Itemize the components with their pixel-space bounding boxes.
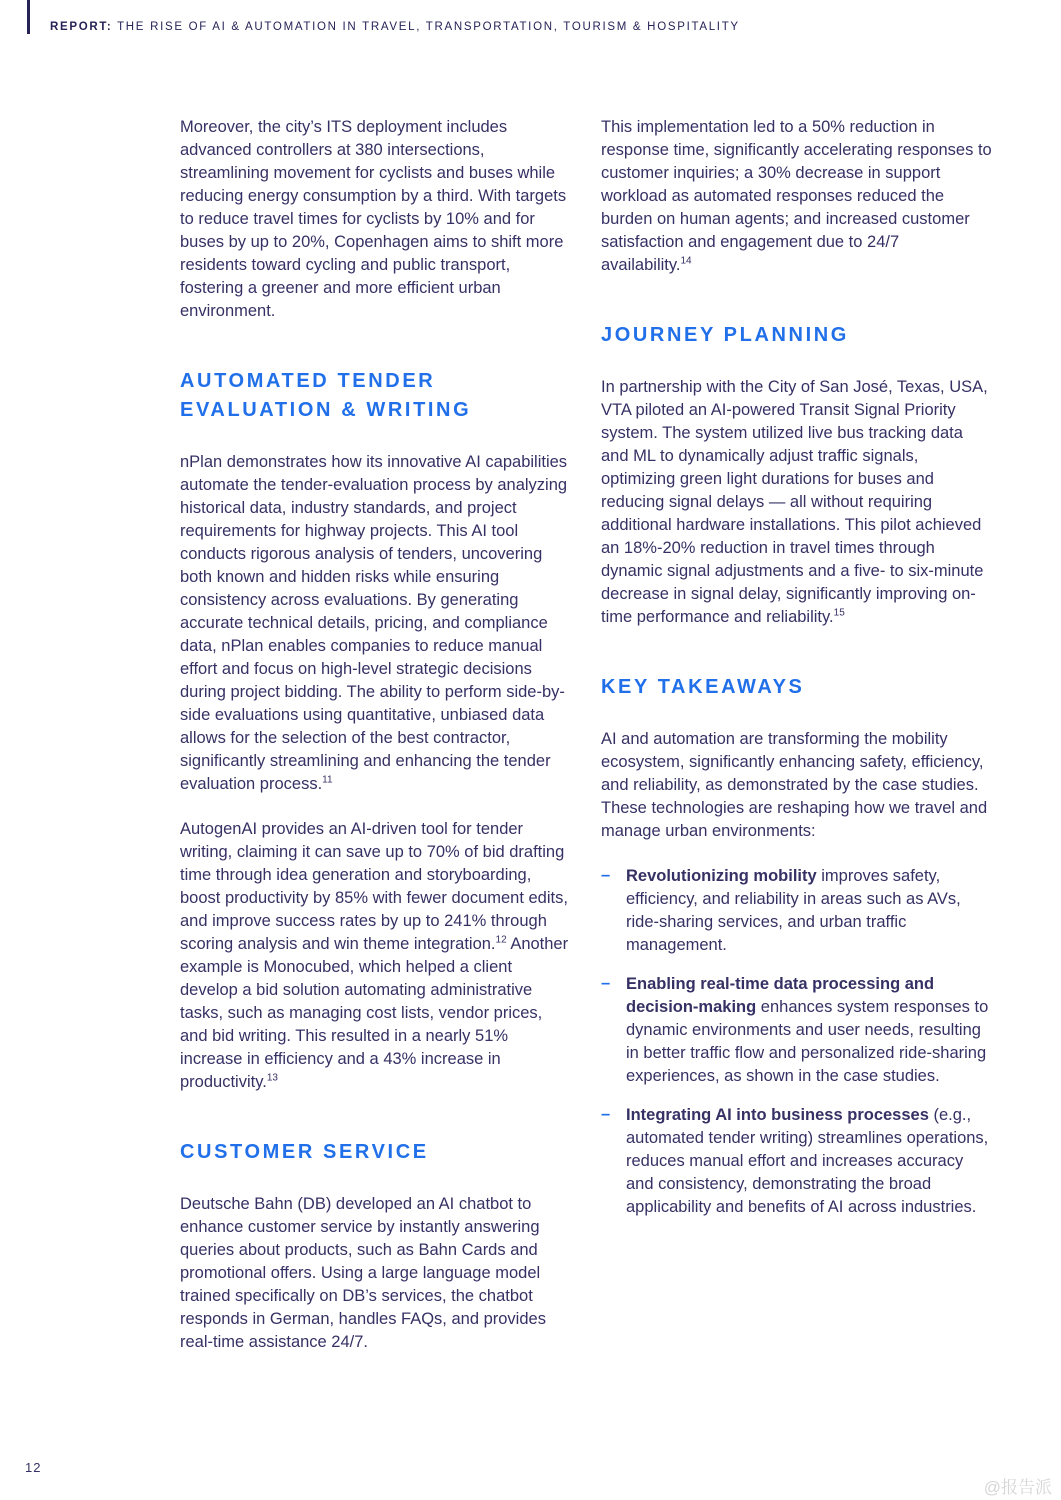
footnote-ref: 13 <box>266 1072 278 1084</box>
text-run: Moreover, the city’s ITS deployment includes advanced controllers at 380 intersections, streamlining movement for cyclists and buses while reducing energy consumption by a third. With targets to reduce travel times for cyclists by 10% and for buses by up to 20%, Copenhagen aims to shift more residents toward cycling and public transport, fostering a greener and more efficient urban environment. <box>180 118 567 320</box>
text-run: (e.g., automated tender writing) streamlines operations, reduces manual effort and increases accuracy and consistency, demonstrating the broad applicability and benefits of AI across industries. <box>626 1106 989 1216</box>
text-run: nPlan demonstrates how its innovative AI capabilities automate the tender-evaluation process by analyzing historical data, industry standards, and project requirements for highway projects. This AI tool conducts rigorous analysis of tenders, uncovering both known and hidden risks while ensuring consistency across evaluations. By generating accurate technical details, pricing, and compliance data, nPlan enables companies to reduce manual effort and focus on high-level strategic decisions during project bidding. The ability to perform side-by-side evaluations using quantitative, unbiased data allows for the selection of the best contractor, significantly streamlining and enhancing the tender evaluation process. <box>180 453 568 793</box>
bullet-dash-icon: – <box>601 1105 611 1123</box>
text-run: AI and automation are transforming the mobility ecosystem, significantly enhancing safety, efficiency, and reliability, as demonstrated by the case studies. These technologies are reshaping how we travel and manage urban environments: <box>601 730 988 840</box>
report-header-title: THE RISE OF AI & AUTOMATION IN TRAVEL, TRANSPORTATION, TOURISM & HOSPITALITY <box>112 21 740 33</box>
section-heading: AUTOMATED TENDER EVALUATION & WRITING <box>180 370 472 421</box>
body-paragraph <box>601 728 993 843</box>
takeaway-item <box>601 973 993 1088</box>
bullet-dash-icon: – <box>601 866 611 884</box>
text-run: enhances system responses to dynamic environments and user needs, resulting in better traffic flow and personalized ride-sharing experiences, as shown in the case studies. <box>626 998 989 1085</box>
content-columns <box>180 116 993 1376</box>
takeaway-text <box>626 1106 988 1216</box>
takeaway-item <box>601 1104 993 1219</box>
right-column <box>601 116 993 1376</box>
section-heading: CUSTOMER SERVICE <box>180 1141 429 1163</box>
watermark-text: @报告派 <box>983 1478 1052 1497</box>
report-header-label: REPORT: <box>50 21 113 33</box>
takeaway-text <box>626 867 961 954</box>
page-number: 12 <box>25 1460 42 1475</box>
takeaway-text <box>626 975 988 1085</box>
section-heading: JOURNEY PLANNING <box>601 324 849 346</box>
takeaway-item <box>601 865 993 957</box>
text-run: improves safety, efficiency, and reliability in areas such as AVs, ride-sharing services, and urban traffic management. <box>626 867 961 954</box>
body-paragraph <box>180 451 572 796</box>
bold-lead-in: Revolutionizing mobility <box>626 867 817 885</box>
footnote-ref: 15 <box>833 607 845 619</box>
bold-lead-in: Integrating AI into business processes <box>626 1106 929 1124</box>
body-paragraph <box>180 116 572 323</box>
text-run: Deutsche Bahn (DB) developed an AI chatbot to enhance customer service by instantly answering queries about products, such as Bahn Cards and promotional offers. Using a large language model trained specifically on DB’s services, the chatbot responds in German, handles FAQs, and provides real-time assistance 24/7. <box>180 1195 546 1351</box>
footnote-ref: 12 <box>495 934 507 946</box>
report-header <box>50 21 740 33</box>
footnote-ref: 11 <box>322 774 333 786</box>
header-accent-bar <box>27 0 30 34</box>
left-column <box>180 116 572 1376</box>
text-run: In partnership with the City of San José, Texas, USA, VTA piloted an AI-powered Transit Signal Priority system. The system utilized live bus tracking data and ML to dynamically adjust traffic signals, optimizing green light durations for buses and reducing signal delays — all without requiring additional hardware installations. This pilot achieved an 18%-20% reduction in travel times through dynamic signal adjustments and a five- to six-minute decrease in signal delay, significantly improving on-time performance and reliability. <box>601 378 988 626</box>
body-paragraph <box>180 1193 572 1354</box>
bold-lead-in: Enabling real-time data processing and decision-making <box>626 975 935 1016</box>
text-run: AutogenAI provides an AI-driven tool for tender writing, claiming it can save up to 70% of bid drafting time through idea generation and storyboarding, boost productivity by 85% with fewer document edits, and improve success rates by up to 241% through scoring analysis and win theme integration. <box>180 820 568 953</box>
footnote-ref: 14 <box>680 255 692 267</box>
bullet-dash-icon: – <box>601 974 611 992</box>
body-paragraph <box>601 376 993 629</box>
body-paragraph <box>601 116 993 277</box>
section-heading: KEY TAKEAWAYS <box>601 676 805 698</box>
text-run: Another example is Monocubed, which helped a client develop a bid solution automating administrative tasks, such as managing cost lists, vendor prices, and bid writing. This resulted in a nearly 51% increase in efficiency and a 43% increase in productivity. <box>180 935 569 1091</box>
takeaways-list <box>601 865 993 1235</box>
body-paragraph <box>180 818 572 1094</box>
text-run: This implementation led to a 50% reduction in response time, significantly accelerating responses to customer inquiries; a 30% decrease in support workload as automated responses reduced the burden on human agents; and increased customer satisfaction and engagement due to 24/7 availability. <box>601 118 992 274</box>
